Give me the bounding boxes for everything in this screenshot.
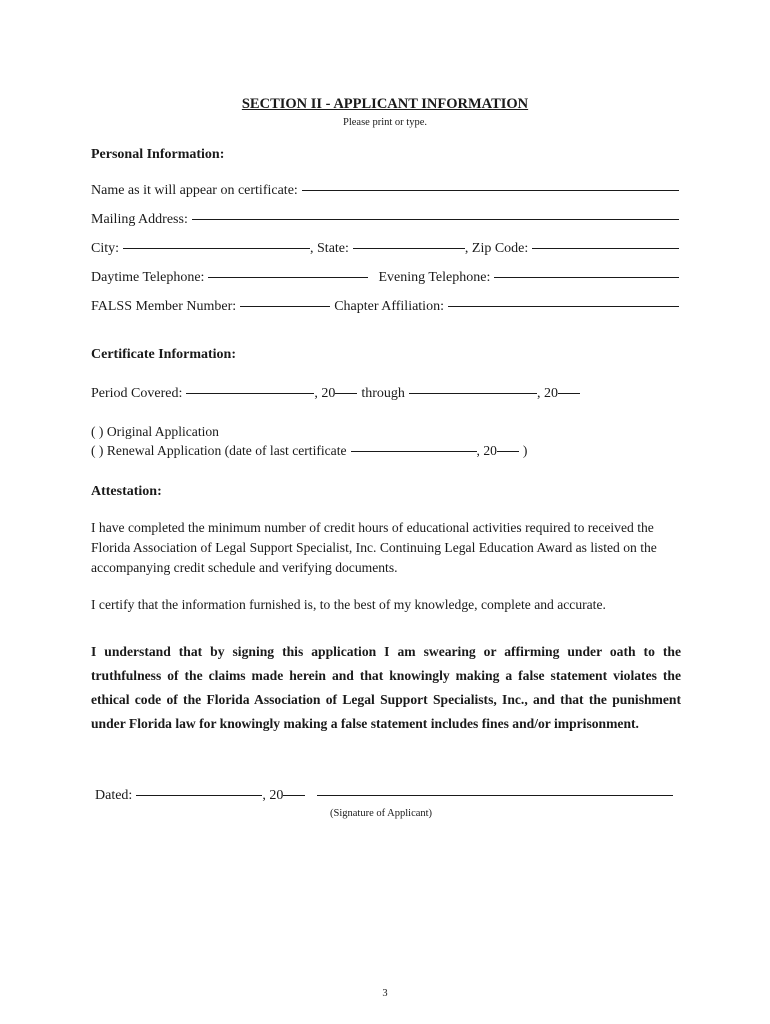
mailing-field-row [91, 212, 679, 228]
attestation-paragraph-1: I have completed the minimum number of credit hours of educational activities required to received the Florida Association of Legal Support Specialist, Inc. Continuing Legal Education Award as listed on the accompanying credit schedule and verifying documents. [91, 520, 657, 575]
dated-blank[interactable] [136, 794, 262, 796]
last-certificate-year-blank[interactable] [497, 450, 519, 452]
last-certificate-date-blank[interactable] [351, 450, 477, 452]
member-number-blank[interactable] [240, 305, 330, 307]
state-label: , State: [310, 241, 349, 256]
chapter-affiliation-blank[interactable] [448, 305, 679, 307]
telephone-row [91, 270, 679, 286]
period-start-year-prefix: , 20 [314, 386, 336, 401]
renewal-close-paren: ) [522, 443, 528, 458]
mailing-label: Mailing Address: [91, 212, 188, 227]
name-field-row [91, 183, 679, 199]
signature-line[interactable] [317, 794, 673, 796]
evening-telephone-blank[interactable] [494, 276, 679, 278]
oath-statement: I understand that by signing this application I am swearing or affirming under oath to the truthfulness of the claims made herein and that knowingly making a false statement violates the ethical code of the Florida Association of Legal Support Specialists, Inc., and that the punishment under Florida law for knowingly making a false statement includes fines and/or imprisonment. [91, 644, 681, 731]
period-end-year-prefix: , 20 [536, 386, 558, 401]
period-end-blank[interactable] [409, 392, 537, 394]
renewal-application-option[interactable]: ( ) Renewal Application (date of last certificate [91, 443, 347, 458]
member-chapter-row [91, 299, 679, 315]
instruction-text: Please print or type. [343, 117, 427, 128]
evening-telephone-label: Evening Telephone: [378, 270, 491, 285]
page-number: 3 [382, 988, 388, 999]
mailing-blank[interactable] [192, 218, 679, 220]
member-number-label: FALSS Member Number: [91, 299, 237, 314]
last-certificate-year-prefix: , 20 [476, 443, 497, 458]
original-application-option[interactable]: ( ) Original Application [91, 424, 219, 439]
dated-row [95, 788, 673, 804]
attestation-paragraph-2: I certify that the information furnished is, to the best of my knowledge, complete and accurate. [91, 597, 606, 612]
dated-year-blank[interactable] [283, 794, 305, 796]
personal-info-heading: Personal Information: [91, 147, 225, 162]
period-covered-label: Period Covered: [91, 386, 183, 401]
city-state-zip-row [91, 241, 679, 257]
city-blank[interactable] [123, 247, 310, 249]
certificate-info-heading: Certificate Information: [91, 347, 237, 362]
daytime-telephone-blank[interactable] [208, 276, 368, 278]
state-blank[interactable] [353, 247, 465, 249]
signature-caption: (Signature of Applicant) [330, 808, 433, 819]
city-label: City: [91, 241, 120, 256]
attestation-heading: Attestation: [91, 484, 162, 499]
period-covered-row [91, 386, 580, 402]
dated-year-prefix: , 20 [262, 788, 284, 803]
daytime-telephone-label: Daytime Telephone: [91, 270, 205, 285]
through-label: through [361, 386, 405, 401]
period-start-blank[interactable] [186, 392, 314, 394]
renewal-application-row [91, 443, 527, 459]
zip-blank[interactable] [532, 247, 679, 249]
section-title: SECTION II - APPLICANT INFORMATION [241, 96, 529, 112]
dated-label: Dated: [95, 788, 133, 803]
name-label: Name as it will appear on certificate: [91, 183, 298, 198]
chapter-affiliation-label: Chapter Affiliation: [334, 299, 444, 314]
name-blank[interactable] [302, 189, 679, 191]
period-start-year-blank[interactable] [335, 392, 357, 394]
period-end-year-blank[interactable] [558, 392, 580, 394]
zip-label: , Zip Code: [464, 241, 529, 256]
